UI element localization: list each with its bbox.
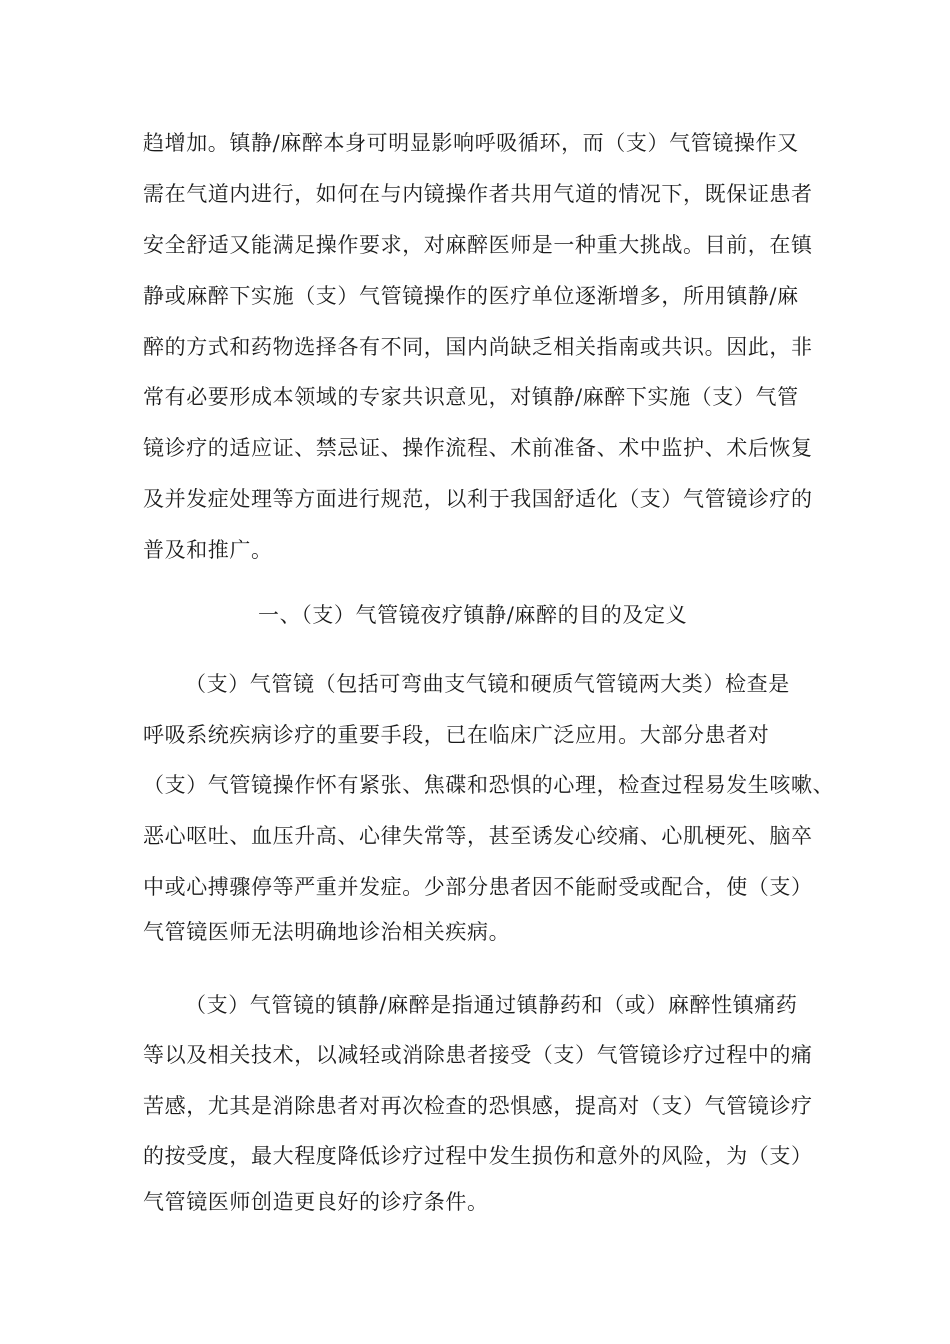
paragraph-2-line-6: 气管镜医师无法明确地诊治相关疾病。 xyxy=(143,920,511,944)
section-heading: 一、（支）气管镜夜疗镇静/麻醉的目的及定义 xyxy=(258,603,688,627)
paragraph-3-line-2: 等以及相关技术，以减轻或消除患者接受（支）气管镜诊疗过程中的痛 xyxy=(143,1043,813,1067)
paragraph-1-line-3: 安全舒适又能满足操作要求，对麻醉医师是一种重大挑战。目前，在镇 xyxy=(143,233,813,257)
paragraph-1-line-8: 及并发症处理等方面进行规范，以利于我国舒适化（支）气管镜诊疗的 xyxy=(143,487,813,511)
paragraph-3-line-1: （支）气管镜的镇静/麻醉是指通过镇静药和（或）麻醉性镇痛药 xyxy=(185,993,798,1017)
paragraph-2-line-1: （支）气管镜（包括可弯曲支气镜和硬质气管镜两大类）检查是 xyxy=(185,672,790,696)
paragraph-3-line-4: 的按受度，最大程度降低诊疗过程中发生损伤和意外的风险，为（支） xyxy=(143,1144,813,1168)
paragraph-1-line-5: 醉的方式和药物选择各有不同，国内尚缺乏相关指南或共识。因此，非 xyxy=(143,335,813,359)
paragraph-1-line-4: 静或麻醉下实施（支）气管镜操作的医疗单位逐渐增多，所用镇静/麻 xyxy=(143,284,799,308)
paragraph-1-line-1: 趋增加。镇静/麻醉本身可明显影响呼吸循环，而（支）气管镜操作又 xyxy=(143,131,799,155)
paragraph-2-line-4: 恶心呕吐、血压升高、心律失常等，甚至诱发心绞痛、心肌梗死、脑卒 xyxy=(143,824,813,848)
paragraph-1-line-9: 普及和推广。 xyxy=(143,538,273,562)
paragraph-3-line-3: 苦感，尤其是消除患者对再次检查的恐惧感，提高对（支）气管镜诊疗 xyxy=(143,1094,813,1118)
paragraph-3-line-5: 气管镜医师创造更良好的诊疗条件。 xyxy=(143,1190,489,1214)
paragraph-1-line-6: 常有必要形成本领域的专家共识意见，对镇静/麻醉下实施（支）气管 xyxy=(143,385,799,409)
paragraph-2-line-2: 呼吸系统疾病诊疗的重要手段，已在临床广泛应用。大部分患者对 xyxy=(143,723,770,747)
paragraph-2-line-5: 中或心搏骤停等严重并发症。少部分患者因不能耐受或配合，使（支） xyxy=(143,875,813,899)
paragraph-1-line-2: 需在气道内进行，如何在与内镜操作者共用气道的情况下，既保证患者 xyxy=(143,182,813,206)
paragraph-1-line-7: 镜诊疗的适应证、禁忌证、操作流程、术前准备、术中监护、术后恢复 xyxy=(143,436,813,460)
paragraph-2-line-3: （支）气管镜操作怀有紧张、焦碟和恐惧的心理，检查过程易发生咳嗽、 xyxy=(143,773,835,797)
